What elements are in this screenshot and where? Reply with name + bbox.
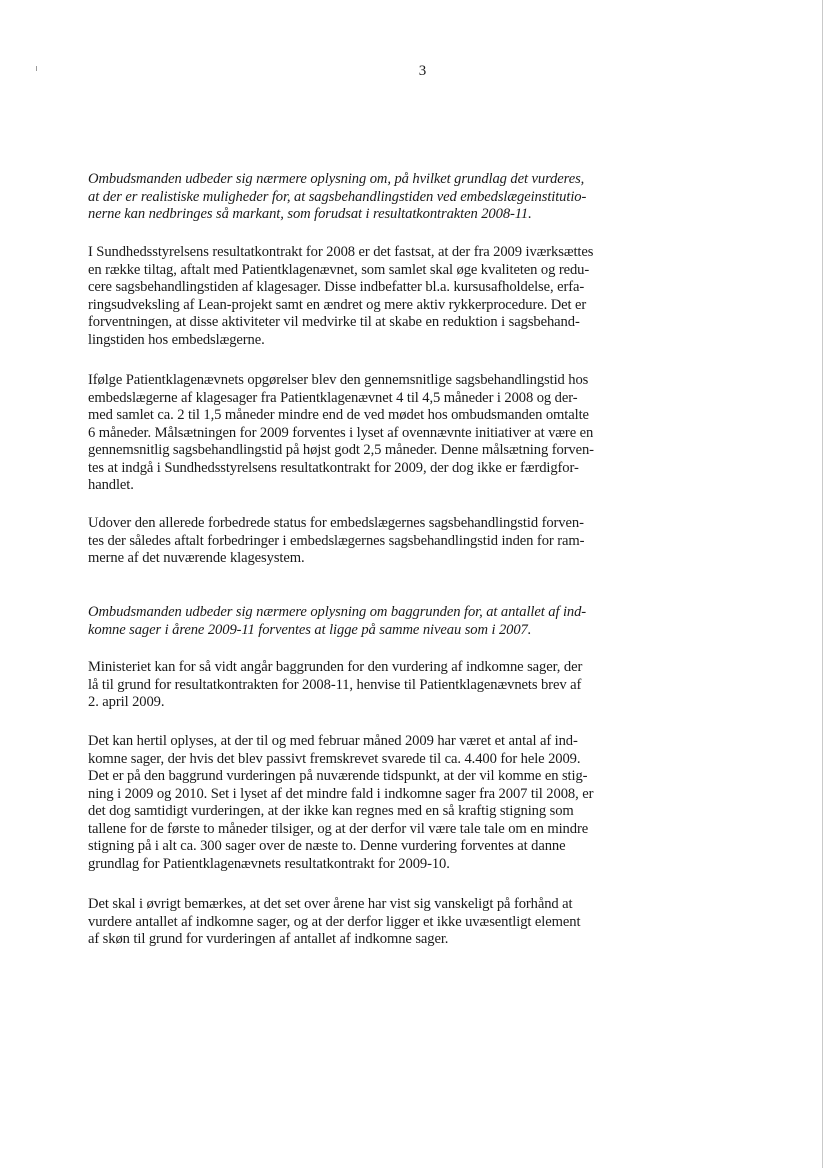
text-line: komne sager i årene 2009-11 forventes at ligge på samme niveau som i 2007. xyxy=(88,621,532,638)
text-line: Det skal i øvrigt bemærkes, at det set over årene har vist sig vanskeligt på forhånd at xyxy=(88,896,573,912)
page-number: 3 xyxy=(418,63,427,79)
answer-paragraph-2b xyxy=(88,733,636,873)
text-line: en række tiltag, aftalt med Patientklagenævnet, som samlet skal øge kvaliteten og redu- xyxy=(88,261,590,278)
scan-page-edge xyxy=(822,0,823,1168)
text-line: merne af det nuværende klagesystem. xyxy=(88,550,305,566)
text-line: 2. april 2009. xyxy=(88,694,165,710)
text-line: grundlag for Patientklagenævnets resultatkontrakt for 2009-10. xyxy=(88,855,450,872)
text-line: 6 måneder. Målsætningen for 2009 forventes i lyset af ovennævnte initiativer at være en xyxy=(88,424,594,441)
text-line: tes at indgå i Sundhedsstyrelsens resultatkontrakt for 2009, der dog ikke er færdigfor- xyxy=(88,459,579,476)
text-line: tes der således aftalt forbedringer i embedslægernes sagsbehandlingstid inden for ram- xyxy=(88,532,585,549)
text-line: Ifølge Patientklagenævnets opgørelser blev den gennemsnitlige sagsbehandlingstid hos xyxy=(88,372,589,388)
text-line: af skøn til grund for vurderingen af antallet af indkomne sager. xyxy=(88,931,449,947)
text-line: Det kan hertil oplyses, at der til og med februar måned 2009 har været et antal af ind- xyxy=(88,733,578,749)
answer-paragraph-2c xyxy=(88,896,636,949)
answer-paragraph-1c xyxy=(88,515,636,568)
text-line: nerne kan nedbringes så markant, som forudsat i resultatkontrakten 2008-11. xyxy=(88,206,532,222)
answer-paragraph-2a xyxy=(88,659,636,712)
text-line: forventningen, at disse aktiviteter vil medvirke til at skabe en reduktion i sagsbehand- xyxy=(88,314,580,330)
text-line: lå til grund for resultatkontrakten for 2008-11, henvise til Patientklagenævnets brev af xyxy=(88,676,582,693)
text-line: gennemsnitlig sagsbehandlingstid på højst godt 2,5 måneder. Denne målsætning forven- xyxy=(88,442,594,458)
text-line: Det er på den baggrund vurderingen på nuværende tidspunkt, at der vil komme en stig- xyxy=(88,768,588,784)
text-line: Ombudsmanden udbeder sig nærmere oplysning om baggrunden for, at antallet af ind- xyxy=(88,604,587,620)
answer-paragraph-1a xyxy=(88,244,636,349)
text-line: handlet. xyxy=(88,477,134,493)
text-line: tallene for de første to måneder tilsiger, og at der derfor vil være tale tale om en mindre xyxy=(88,820,589,837)
text-line: Ombudsmanden udbeder sig nærmere oplysning om, på hvilket grundlag det vurderes, xyxy=(88,171,585,187)
ombudsman-question-1 xyxy=(88,171,636,224)
text-line: med samlet ca. 2 til 1,5 måneder mindre end de ved mødet hos ombudsmanden omtalte xyxy=(88,407,589,423)
text-line: Ministeriet kan for så vidt angår baggrunden for den vurdering af indkomne sager, der xyxy=(88,659,583,675)
text-line: ringsudveksling af Lean-projekt samt en ændret og mere aktiv rykkerprocedure. Det er xyxy=(88,296,587,313)
text-line: komne sager, der hvis det blev passivt fremskrevet svarede til ca. 4.400 for hele 2009. xyxy=(88,750,581,767)
text-line: I Sundhedsstyrelsens resultatkontrakt for 2008 er det fastsat, at der fra 2009 iværksættes xyxy=(88,244,594,260)
text-line: ning i 2009 og 2010. Set i lyset af det mindre fald i indkomne sager fra 2007 til 2008, er xyxy=(88,785,594,802)
text-line: cere sagsbehandlingstiden af klagesager. Disse indbefatter bl.a. kursusafholdelse, erfa- xyxy=(88,279,585,295)
answer-paragraph-1b xyxy=(88,372,636,495)
text-line: Udover den allerede forbedrede status for embedslægernes sagsbehandlingstid forven- xyxy=(88,515,584,531)
ombudsman-question-2 xyxy=(88,604,636,639)
text-line: lingstiden hos embedslægerne. xyxy=(88,331,265,348)
text-line: embedslægerne af klagesager fra Patientklagenævnet 4 til 4,5 måneder i 2008 og der- xyxy=(88,389,578,406)
text-line: stigning på i alt ca. 300 sager over de næste to. Denne vurdering forventes at danne xyxy=(88,838,566,854)
text-line: vurdere antallet af indkomne sager, og at der derfor ligger et ikke uvæsentligt element xyxy=(88,913,581,930)
text-line: at der er realistiske muligheder for, at sagsbehandlingstiden ved embedslægeinstitutio- xyxy=(88,188,587,205)
text-line: det dog samtidigt vurderingen, at der ikke kan regnes med en så kraftig stigning som xyxy=(88,803,574,819)
